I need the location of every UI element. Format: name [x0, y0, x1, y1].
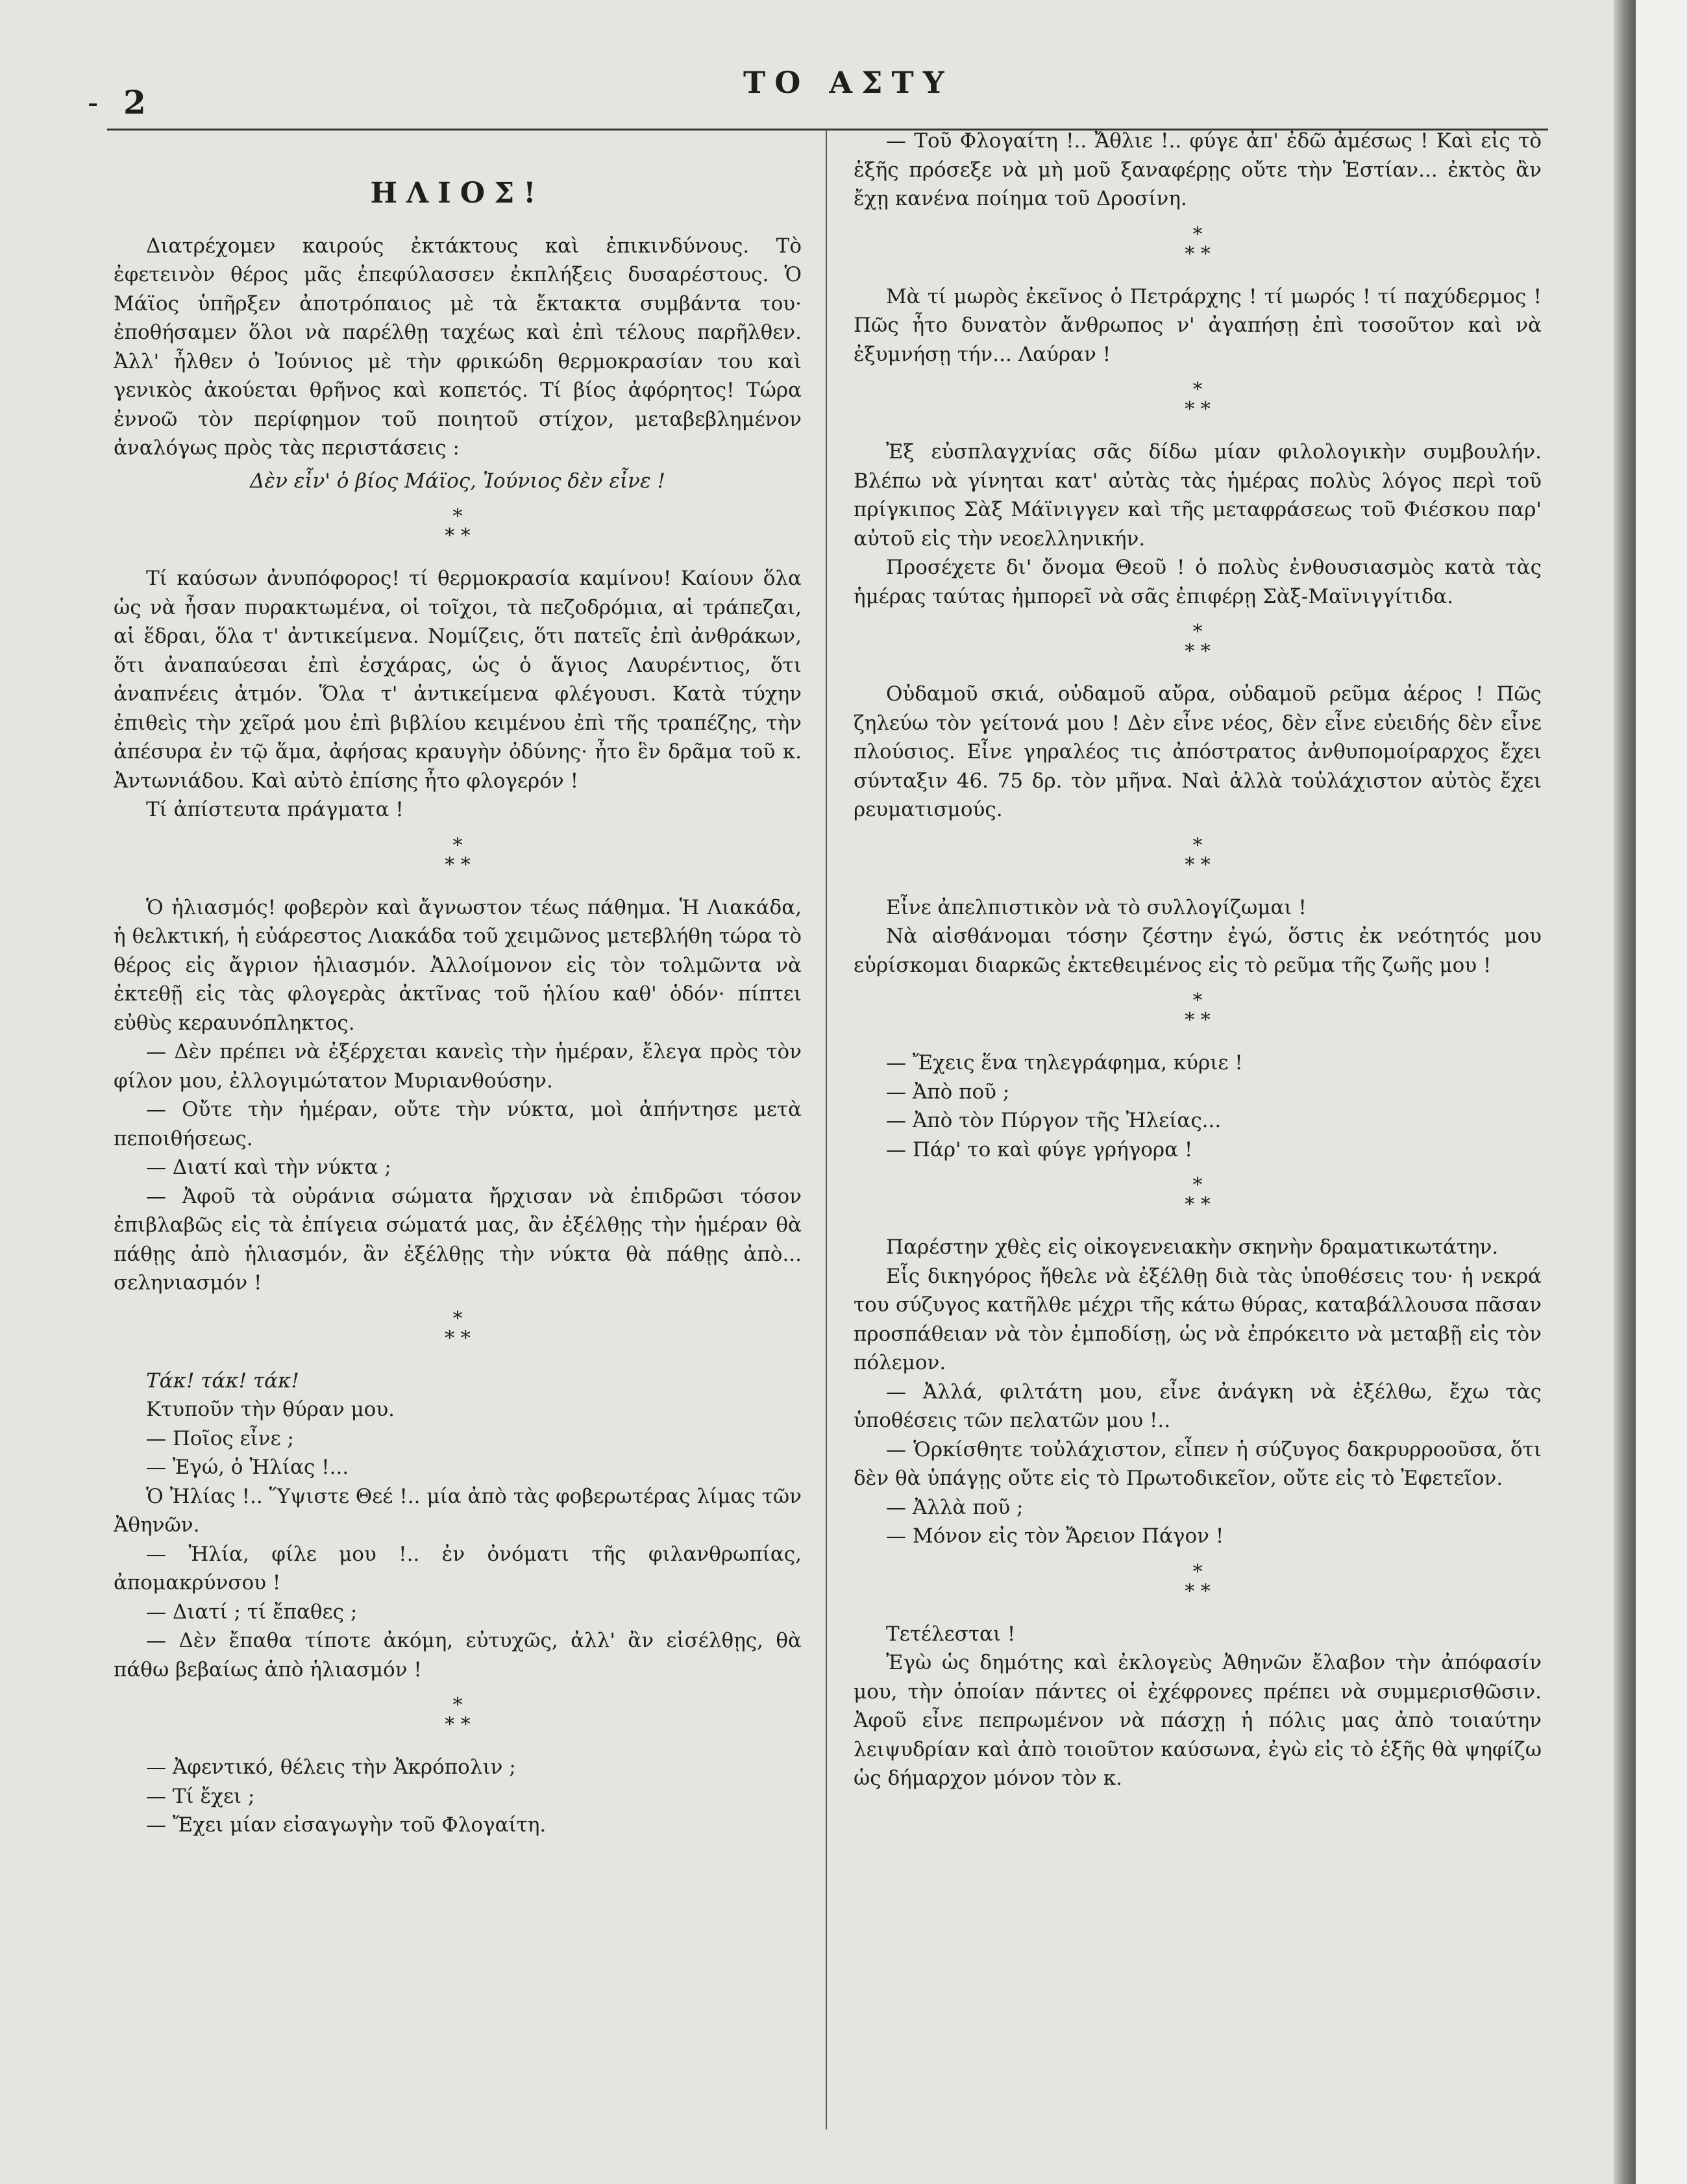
- paragraph: Κτυποῦν τὴν θύραν μου.: [146, 1398, 395, 1421]
- paragraph: — Ἀπὸ ποῦ ;: [886, 1080, 1010, 1104]
- paragraph: Εἶνε ἀπελπιστικὸν νὰ τὸ συλλογίζωμαι !: [886, 895, 1307, 919]
- section-divider-stars: * * *: [1185, 1174, 1211, 1216]
- masthead: ΤΟ ΑΣΤΥ: [743, 65, 954, 100]
- section-divider-stars: * * *: [1185, 1560, 1211, 1603]
- paragraph: — Ἀπὸ τὸν Πύργον τῆς Ἠλείας...: [886, 1109, 1222, 1132]
- paragraph: Ἐγὼ ὡς δημότης καὶ ἐκλογεὺς Ἀθηνῶν ἔλαβον τὴν ἀπόφασίν μου, τὴν ὁποίαν πάντες οἱ ἐχέφρονες πρέπει νὰ συμμερισθῶσιν. Ἀφοῦ εἶνε πεπρωμένον νὰ πάσχῃ ἡ πόλις μας ἀπὸ τοιαύτην λειψυδρίαν καὶ ἀπὸ τοιοῦτον καύσωνα, ἐγὼ εἰς τὸ ἑξῆς θὰ ψηφίζω ὡς δήμαρχον μόνον τὸν κ.: [854, 1651, 1542, 1790]
- paragraph: — Ἐγώ, ὁ Ἠλίας !...: [146, 1456, 349, 1479]
- left-paragraphs: [114, 232, 802, 1840]
- section-divider-stars: * * *: [1185, 621, 1211, 663]
- section-divider-stars: * * *: [445, 1307, 471, 1350]
- paragraph: Εἷς δικηγόρος ἤθελε νὰ ἐξέλθῃ διὰ τὰς ὑποθέσεις του· ἡ νεκρά του σύζυγος κατῆλθε μέχρι τῆς κάτω θύρας, καταβάλλουσα πᾶσαν προσπάθειαν νὰ τὸν ἐμποδίσῃ, ὡς νὰ ἐπρόκειτο νὰ μεταβῇ εἰς τὸν πόλεμον.: [854, 1264, 1542, 1374]
- paragraph: Νὰ αἰσθάνομαι τόσην ζέστην ἐγώ, ὅστις ἐκ νεότητός μου εὑρίσκομαι διαρκῶς ἐκτεθειμένος εἰς τὸ ρεῦμα τῆς ζωῆς μου !: [854, 924, 1542, 977]
- paragraph: — Διατί καὶ τὴν νύκτα ;: [146, 1156, 391, 1179]
- section-divider-stars: * * *: [1185, 223, 1211, 266]
- paragraph: — Δὲν πρέπει νὰ ἐξέρχεται κανεὶς τὴν ἡμέραν, ἔλεγα πρὸς τὸν φίλον μου, ἐλλογιμώτατον Μυριανθούσην.: [114, 1040, 802, 1093]
- paragraph: — Δὲν ἔπαθα τίποτε ἀκόμη, εὐτυχῶς, ἀλλ' ἂν εἰσέλθῃς, θὰ πάθω βεβαίως ἀπὸ ἡλιασμόν !: [114, 1629, 802, 1681]
- page-number: 2: [123, 83, 146, 121]
- paragraph: — Ὁρκίσθητε τοὐλάχιστον, εἶπεν ἡ σύζυγος δακρυρροοῦσα, ὅτι δὲν θὰ ὑπάγῃς οὔτε εἰς τὸ Πρωτοδικεῖον, οὔτε εἰς τὸ Ἐφετεῖον.: [854, 1437, 1542, 1490]
- paragraph: — Τί ἔχει ;: [146, 1784, 255, 1808]
- right-column: [854, 127, 1542, 1793]
- paragraph: — Οὔτε τὴν ἡμέραν, οὔτε τὴν νύκτα, μοὶ ἀπήντησε μετὰ πεποιθήσεως.: [114, 1098, 802, 1150]
- paragraph: Τάκ! τάκ! τάκ!: [146, 1369, 299, 1393]
- paragraph: — Ἔχεις ἕνα τηλεγράφημα, κύριε !: [886, 1051, 1243, 1074]
- section-divider-stars: * * *: [445, 834, 471, 876]
- paragraph: Τί ἀπίστευτα πράγματα !: [146, 798, 404, 821]
- paragraph: — Τοῦ Φλογαίτη !.. Ἄθλιε !.. φύγε ἀπ' ἐδῶ ἀμέσως ! Καὶ εἰς τὸ ἑξῆς πρόσεξε νὰ μὴ μοῦ ξαναφέρῃς οὔτε τὴν Ἑστίαν... ἐκτὸς ἂν ἔχῃ κανένα ποίημα τοῦ Δροσίνη.: [854, 129, 1542, 210]
- paragraph: — Ποῖος εἶνε ;: [146, 1426, 295, 1450]
- left-column: [114, 169, 802, 1840]
- paragraph: — Ἀφοῦ τὰ οὐράνια σώματα ἤρχισαν νὰ ἐπιδρῶσι τόσον ἐπιβλαβῶς εἰς τὰ ἐπίγεια σώματά μας, ἂν ἐξέλθῃς τὴν ἡμέραν θὰ πάθῃς ἀπὸ ἡλιασμόν, ἂν ἐξέλθῃς τὴν νύκτα θὰ πάθῃς ἀπὸ... σεληνιασμόν !: [114, 1184, 802, 1295]
- paragraph: — Ἀλλὰ ποῦ ;: [886, 1495, 1024, 1519]
- section-divider-stars: * * *: [445, 505, 471, 547]
- paragraph: — Διατί ; τί ἔπαθες ;: [146, 1600, 358, 1624]
- paragraph: — Πάρ' το καὶ φύγε γρήγορα !: [886, 1137, 1193, 1161]
- paragraph: Τετέλεσται !: [886, 1622, 1016, 1646]
- paragraph: Τί καύσων ἀνυπόφορος! τί θερμοκρασία καμίνου! Καίουν ὅλα ὡς νὰ ἦσαν πυρακτωμένα, οἱ τοῖχοι, τὰ πεζοδρόμια, αἱ τράπεζαι, αἱ ἕδραι, ὅλα τ' ἀντικείμενα. Νομίζεις, ὅτι πατεῖς ἐπὶ ἀνθράκων, ὅτι ἀναπαύεσαι ἐπὶ ἐσχάρας, ὡς ὁ ἅγιος Λαυρέντιος, ὅτι ἀναπνέεις ἀτμόν. Ὅλα τ' ἀντικείμενα φλέγουσι. Κατὰ τύχην ἐπιθεὶς τὴν χεῖρά μου ἐπὶ βιβλίου κειμένου ἐπὶ τῆς τραπέζης, τὴν ἀπέσυρα ἐν τῷ ἅμα, ἀφήσας κραυγὴν ὀδύνης· ἦτο ἓν δρᾶμα τοῦ κ. Ἀντωνιάδου. Καὶ αὐτὸ ἐπίσης ἦτο φλογερόν !: [114, 567, 802, 793]
- right-paragraphs: [854, 127, 1542, 1793]
- section-divider-stars: * * *: [1185, 834, 1211, 876]
- paragraph: Ὁ ἡλιασμός! φοβερὸν καὶ ἄγνωστον τέως πάθημα. Ἡ Λιακάδα, ἡ θελκτική, ἡ εὐάρεστος Λιακάδα τοῦ χειμῶνος μετεβλήθη τώρα τὸ θέρος εἰς ἄγριον ἡλιασμόν. Ἀλλοίμονον εἰς τὸν τολμῶντα νὰ ἐκτεθῇ εἰς τὰς φλογερὰς ἀκτῖνας τοῦ ἡλίου καθ' ὁδόν· πίπτει εὐθὺς κεραυνόπληκτος.: [114, 895, 802, 1035]
- article-title: ΗΛΙΟΣ!: [370, 177, 545, 210]
- column-divider: [826, 130, 827, 2129]
- paragraph: Διατρέχομεν καιρούς ἐκτάκτους καὶ ἐπικινδύνους. Τὸ ἐφετεινὸν θέρος μᾶς ἐπεφύλασσεν ἐκπλήξεις δυσαρέστους. Ὁ Μάϊος ὑπῆρξεν ἀποτρόπαιος μὲ τὰ ἔκτακτα συμβάντα του· ἐποθήσαμεν ὅλοι νὰ παρέλθῃ ταχέως καὶ ἐπὶ τέλους παρῆλθεν. Ἀλλ' ἦλθεν ὁ Ἰούνιος μὲ τὴν φρικώδη θερμοκρασίαν του καὶ γενικὸς ἀκούεται θρῆνος καὶ κοπετός. Τί βίος ἀφόρητος! Τώρα ἐννοῶ τὸν περίφημον τοῦ ποιητοῦ στίχον, μεταβεβλημένον ἀναλόγως πρὸς τὰς περιστάσεις :: [114, 234, 802, 460]
- paragraph: Μὰ τί μωρὸς ἐκεῖνος ὁ Πετράρχης ! τί μωρός ! τί παχύδερμος ! Πῶς ἦτο δυνατὸν ἄνθρωπος ν' ἀγαπήσῃ ἐπὶ τοσοῦτον καὶ νὰ ἐξυμνήσῃ τήν... Λαύραν !: [854, 284, 1542, 366]
- paragraph: Παρέστην χθὲς εἰς οἰκογενειακὴν σκηνὴν δραματικωτάτην.: [886, 1235, 1499, 1259]
- binding-shadow: [1614, 0, 1636, 2184]
- edge-mark: -: [88, 84, 99, 121]
- paragraph: — Ἀφεντικό, θέλεις τὴν Ἀκρόπολιν ;: [146, 1756, 516, 1779]
- section-divider-stars: * * *: [445, 1694, 471, 1736]
- scan-margin: [1636, 0, 1687, 2184]
- paragraph: Προσέχετε δι' ὄνομα Θεοῦ ! ὁ πολὺς ἐνθουσιασμὸς κατὰ τὰς ἡμέρας ταύτας ἠμπορεῖ νὰ σᾶς ἐπιφέρῃ Σὰξ-Μαϊνιγγίτιδα.: [854, 556, 1542, 608]
- paragraph: — Ἀλλά, φιλτάτη μου, εἶνε ἀνάγκη νὰ ἐξέλθω, ἔχω τὰς ὑποθέσεις τῶν πελατῶν μου !..: [854, 1380, 1542, 1432]
- paragraph: — Μόνον εἰς τὸν Ἄρειον Πάγον !: [886, 1524, 1224, 1548]
- paragraph: Ὁ Ἠλίας !.. Ὕψιστε Θεέ !.. μία ἀπὸ τὰς φοβερωτέρας λίμας τῶν Ἀθηνῶν.: [114, 1484, 802, 1537]
- paragraph: Ἐξ εὐσπλαγχνίας σᾶς δίδω μίαν φιλολογικὴν συμβουλήν. Βλέπω νὰ γίνηται κατ' αὐτὰς τὰς ἡμέρας πολὺς λόγος περὶ τοῦ πρίγκιπος Σὰξ Μάϊνιγγεν καὶ τῆς μεταφράσεως τοῦ Φιέσκου παρ' αὐτοῦ εἰς τὴν νεοελληνικήν.: [854, 440, 1542, 551]
- paragraph: Δὲν εἶν' ὁ βίος Μάϊος, Ἰούνιος δὲν εἶνε !: [250, 469, 665, 493]
- paragraph: Οὐδαμοῦ σκιά, οὐδαμοῦ αὔρα, οὐδαμοῦ ρεῦμα ἀέρος ! Πῶς ζηλεύω τὸν γείτονά μου ! Δὲν εἶνε νέος, δὲν εἶνε εὐειδής δὲν εἶνε πλούσιος. Εἶνε γηραλέος τις ἀπόστρατος ἀνθυπομοίραρχος ἔχει σύνταξιν 46. 75 δρ. τὸν μῆνα. Ναὶ ἀλλὰ τοὐλάχιστον αὐτὸς ἔχει ρευματισμούς.: [854, 682, 1542, 821]
- paragraph: — Ἔχει μίαν εἰσαγωγὴν τοῦ Φλογαίτη.: [146, 1813, 547, 1837]
- paragraph: — Ἠλία, φίλε μου !.. ἐν ὀνόματι τῆς φιλανθρωπίας, ἀπομακρύνσου !: [114, 1542, 802, 1595]
- section-divider-stars: * * *: [1185, 989, 1211, 1032]
- section-divider-stars: * * *: [1185, 378, 1211, 421]
